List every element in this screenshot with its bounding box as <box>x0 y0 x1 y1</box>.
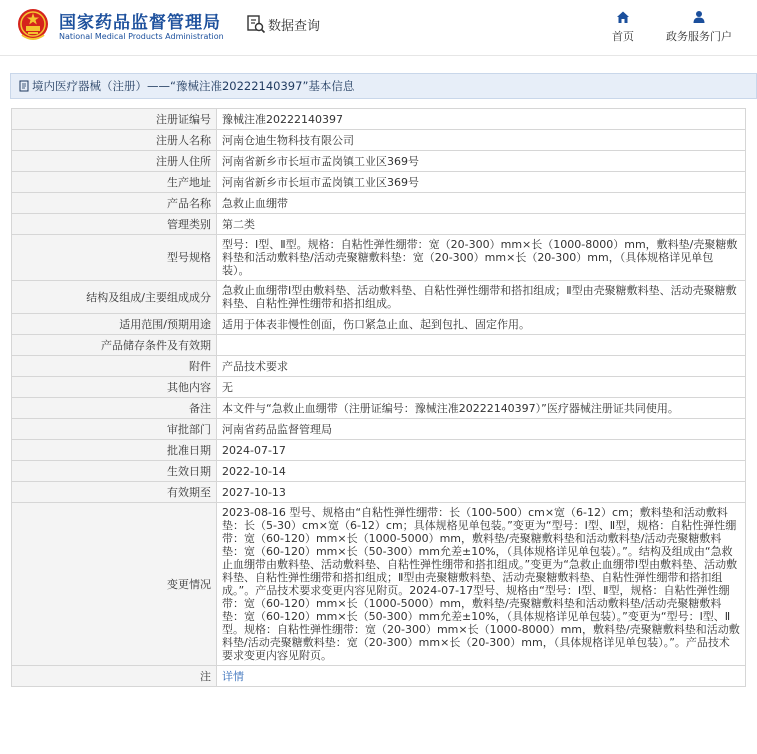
nav-government-portal[interactable] <box>659 10 739 44</box>
field-value: 型号：Ⅰ型、Ⅱ型。规格：自粘性弹性绷带：宽（20-300）mm×长（1000-8000）mm，敷料垫/壳聚糖敷料垫和活动敷料垫/活动壳聚糖敷料垫：宽（20-300）mm×长（20-300）mm，（具体规格详见单包装）。 <box>217 235 746 281</box>
field-value: 本文件与“急救止血绷带（注册证编号：豫械注准20222140397）”医疗器械注册证共同使用。 <box>217 398 746 419</box>
table-row <box>12 461 746 482</box>
field-value: 急救止血绷带 <box>217 193 746 214</box>
field-value: 适用于体表非慢性创面，伤口紧急止血、起到包扎、固定作用。 <box>217 314 746 335</box>
field-value[interactable] <box>217 666 746 687</box>
field-value: 急救止血绷带Ⅰ型由敷料垫、活动敷料垫、自粘性弹性绷带和搭扣组成；Ⅱ型由壳聚糖敷料垫、活动壳聚糖敷料垫、自粘性弹性绷带和搭扣组成。 <box>217 281 746 314</box>
field-value: 2027-10-13 <box>217 482 746 503</box>
field-value: 第二类 <box>217 214 746 235</box>
table-row <box>12 503 746 666</box>
field-label: 生效日期 <box>12 461 217 482</box>
table-row <box>12 666 746 687</box>
data-query-label: 数据查询 <box>268 18 321 34</box>
table-row <box>12 130 746 151</box>
field-label: 附件 <box>12 356 217 377</box>
field-label: 有效期至 <box>12 482 217 503</box>
table-row <box>12 109 746 130</box>
table-row <box>12 193 746 214</box>
site-title-cn[interactable]: 国家药品监督管理局 <box>59 13 221 33</box>
document-icon <box>19 80 30 92</box>
field-value: 2024-07-17 <box>217 440 746 461</box>
table-row <box>12 440 746 461</box>
field-value: 河南省新乡市长垣市孟岗镇工业区369号 <box>217 172 746 193</box>
field-label: 变更情况 <box>12 503 217 666</box>
page-title: 境内医疗器械（注册）——“豫械注准20222140397”基本信息 <box>32 79 355 93</box>
field-label: 注册人住所 <box>12 151 217 172</box>
field-label: 生产地址 <box>12 172 217 193</box>
table-row <box>12 419 746 440</box>
home-icon <box>616 10 630 24</box>
field-label: 管理类别 <box>12 214 217 235</box>
field-value: 豫械注准20222140397 <box>217 109 746 130</box>
field-label: 注册人名称 <box>12 130 217 151</box>
field-value: 河南省新乡市长垣市孟岗镇工业区369号 <box>217 151 746 172</box>
table-row <box>12 172 746 193</box>
table-row <box>12 314 746 335</box>
data-query-link[interactable] <box>246 14 320 34</box>
site-header <box>0 0 757 56</box>
field-value <box>217 335 746 356</box>
field-label: 型号规格 <box>12 235 217 281</box>
field-value: 河南仓迪生物科技有限公司 <box>217 130 746 151</box>
field-value: 2022-10-14 <box>217 461 746 482</box>
table-row <box>12 281 746 314</box>
user-icon <box>692 10 706 24</box>
field-label: 注 <box>12 666 217 687</box>
page-title-bar <box>10 73 757 99</box>
field-label: 审批部门 <box>12 419 217 440</box>
field-label: 注册证编号 <box>12 109 217 130</box>
table-row <box>12 335 746 356</box>
field-label: 备注 <box>12 398 217 419</box>
field-label: 适用范围/预期用途 <box>12 314 217 335</box>
field-value: 产品技术要求 <box>217 356 746 377</box>
details-link[interactable]: 详情 <box>222 669 244 683</box>
table-row <box>12 214 746 235</box>
national-emblem-icon <box>16 7 50 43</box>
field-value: 河南省药品监督管理局 <box>217 419 746 440</box>
search-document-icon <box>246 14 266 34</box>
field-value: 无 <box>217 377 746 398</box>
field-label: 产品储存条件及有效期 <box>12 335 217 356</box>
table-row <box>12 377 746 398</box>
registration-info-table <box>11 108 746 687</box>
nav-home-label: 首页 <box>612 30 634 43</box>
field-label: 其他内容 <box>12 377 217 398</box>
nav-portal-label: 政务服务门户 <box>666 30 732 43</box>
field-label: 结构及组成/主要组成成分 <box>12 281 217 314</box>
table-row <box>12 151 746 172</box>
field-value: 2023-08-16 型号、规格由“自粘性弹性绷带：长（100-500）cm×宽（6-12）cm；敷料垫和活动敷料垫：长（5-30）cm×宽（6-12）cm；具体规格见单包装。”变更为“型号：Ⅰ型、Ⅱ型，规格：自粘性弹性绷带：宽（60-120）mm×长（1000-5000）mm，敷料垫/壳聚糖敷料垫和活动敷料垫/活动壳聚糖敷料垫：宽（60-120）mm×长（50-300）mm允差±10%，（具体规格详见单包装）。”。结构及组成由“急救止血绷带由敷料垫、活动敷料垫、自粘性弹性绷带和搭扣组成。”变更为“急救止血绷带Ⅰ型由敷料垫、活动敷料垫、自粘性弹性绷带和搭扣组成；Ⅱ型由壳聚糖敷料垫、活动壳聚糖敷料垫、自粘性弹性绷带和搭扣组成。”。产品技术要求变更内容见附页。2024-07-17型号、规格由“型号：Ⅰ型、Ⅱ型，规格：自粘性弹性绷带：宽（60-120）mm×长（1000-5000）mm，敷料垫/壳聚糖敷料垫和活动敷料垫/活动壳聚糖敷料垫：宽（60-120）mm×长（50-300）mm允差±10%，（具体规格详见单包装）。”变更为“型号：Ⅰ型、Ⅱ型。规格：自粘性弹性绷带：宽（20-300）mm×长（1000-8000）mm，敷料垫/壳聚糖敷料垫和活动敷料垫/活动壳聚糖敷料垫：宽（20-300）mm×长（20-300）mm，（具体规格详见单包装）。”。产品技术要求变更内容见附页。 <box>217 503 746 666</box>
nav-home[interactable] <box>606 10 640 44</box>
field-label: 产品名称 <box>12 193 217 214</box>
field-label: 批准日期 <box>12 440 217 461</box>
table-row <box>12 356 746 377</box>
table-row <box>12 482 746 503</box>
site-title-en[interactable]: National Medical Products Administration <box>59 32 224 41</box>
table-row <box>12 398 746 419</box>
table-row <box>12 235 746 281</box>
